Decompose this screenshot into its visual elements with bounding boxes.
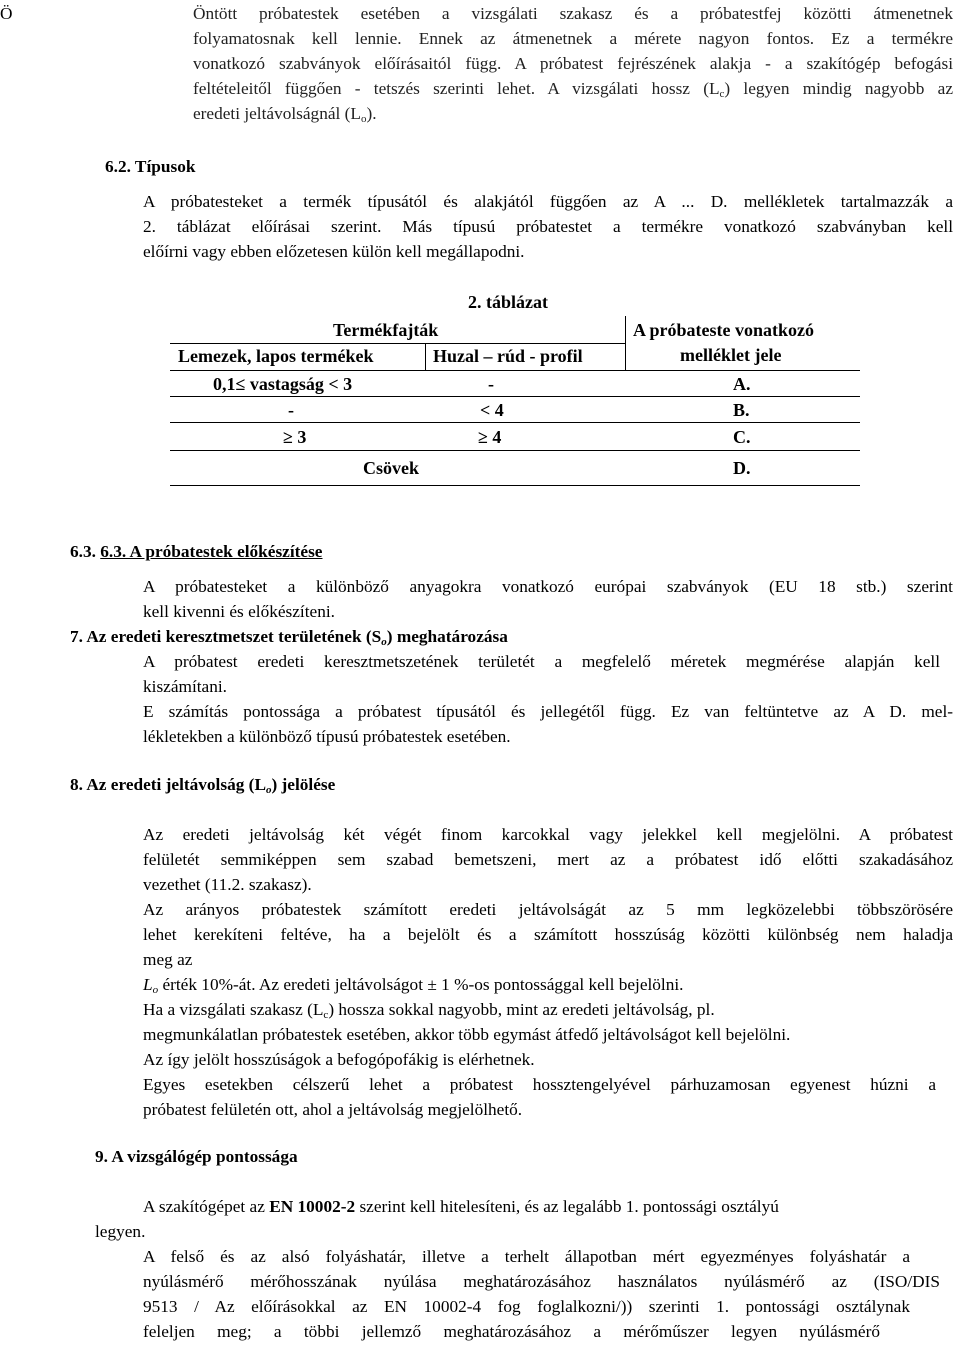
sec7-line-2: kiszámítani. bbox=[143, 677, 227, 696]
intro-line-4: feltételeitől függően - tetszés szerinti lehet. A vizsgálati hossz $(L_c)$ legyen mindig nagyobb az bbox=[193, 79, 954, 100]
table-row-4-merged: Csövek bbox=[363, 458, 420, 478]
table-header-col3-line1: A próbateste vonatkozó bbox=[633, 320, 814, 340]
intro-line-1: Öntött próbatestek esetében a vizsgálati szakasz és a próbatestfej közötti átmenetnek bbox=[193, 4, 953, 23]
sec8-line-12: próbatest felületén ott, ahol a jeltávolság megjelölhető. bbox=[143, 1100, 523, 1119]
table-rule bbox=[170, 343, 625, 344]
table-row-3-col3: C. bbox=[733, 427, 751, 447]
table-rule bbox=[170, 370, 860, 371]
table-row-2-col2: < 4 bbox=[480, 400, 504, 420]
table-header-col3-line2: melléklet jele bbox=[680, 345, 782, 365]
table-row-2-col1: - bbox=[288, 400, 294, 420]
table-header-col1: Lemezek, lapos termékek bbox=[178, 346, 374, 366]
sec63-line-1: A próbatesteket a különböző anyagokra vonatkozó európai szabványok (EU 18 stb.) szerint bbox=[143, 577, 953, 596]
section-7-heading: 7. Az eredeti keresztmetszet területének $(S_o)$ meghatározása bbox=[70, 627, 508, 648]
intro-line-5: eredeti jeltávolságnál $(L_o)$. bbox=[193, 104, 377, 125]
corner-mark: Ö bbox=[0, 4, 13, 23]
table-row-1-col1: 0,1≤ vastagság < 3 bbox=[213, 374, 353, 394]
table-rule bbox=[425, 343, 426, 370]
sec9-line-2: legyen. bbox=[95, 1222, 146, 1241]
intro-line-2: folyamatosnak kell lennie. Ennek az átmenetnek a mérete nagyon fontos. Ez a termékre bbox=[193, 29, 953, 48]
table-row-3-col1: ≥ 3 bbox=[283, 427, 307, 447]
sec9-line-1: A szakítógépet az EN 10002-2 szerint kell hitelesíteni, és az legalább 1. pontossági osztályú bbox=[143, 1197, 779, 1216]
table-rule bbox=[625, 316, 626, 370]
table-row-4-col3: D. bbox=[733, 458, 751, 478]
section-6-2-heading: 6.2. Típusok bbox=[105, 157, 196, 176]
sec8-line-2: felületét semmiképpen sem szabad bemetszeni, mert az a próbatest idő előtti szakadásához bbox=[143, 850, 953, 869]
table-rule bbox=[170, 422, 860, 423]
sec8-line-6: meg az bbox=[143, 950, 193, 969]
table-rule bbox=[170, 450, 860, 451]
sec8-line-4: Az arányos próbatestek számított eredeti jeltávolságát az 5 mm legközelebbi többszörösére bbox=[143, 900, 953, 919]
table-header-group: Termékfajták bbox=[333, 320, 439, 340]
table-row-1-col3: A. bbox=[733, 374, 751, 394]
sec8-line-11: Egyes esetekben célszerű lehet a próbatest hossztengelyével párhuzamosan egyenest húzni a bbox=[143, 1075, 936, 1094]
sec8-line-8: Ha a vizsgálati szakasz $(L_c)$ hossza sokkal nagyobb, mint az eredeti jeltávolság, pl. bbox=[143, 1000, 715, 1021]
sec8-line-5: lehet kerekíteni feltéve, ha a bejelölt és a számított hosszúság közötti különbség nem haladja bbox=[143, 925, 953, 944]
table-caption: 2. táblázat bbox=[468, 292, 548, 312]
intro-line-3: vonatkozó szabványok előírásaitól függ. A próbatest fejrészének alakja - a szakítógép befogási bbox=[193, 54, 953, 73]
sec63-line-2: kell kivenni és előkészíteni. bbox=[143, 602, 335, 621]
sec62-line-1: A próbatesteket a termék típusától és alakjától függően az A ... D. mellékletek tartalmazzák a bbox=[143, 192, 953, 211]
section-6-3-heading: 6.3. 6.3. A próbatestek előkészítése bbox=[70, 542, 323, 561]
table-row-1-col2: - bbox=[488, 374, 494, 394]
section-9-heading: 9. A vizsgálógép pontossága bbox=[95, 1147, 298, 1166]
sec7-line-1: A próbatest eredeti keresztmetszetének területét a megfelelő méretek megmérése alapján kell bbox=[143, 652, 940, 671]
sec8-line-7: $L_o$ érték 10%-át. Az eredeti jeltávolságot ± 1 %-os pontossággal kell bejelölni. bbox=[143, 975, 684, 996]
sec8-line-1: Az eredeti jeltávolság két végét finom karcokkal vagy jelekkel kell megjelölni. A próbatest bbox=[143, 825, 953, 844]
sec8-line-10: Az így jelölt hosszúságok a befogópofákig is elérhetnek. bbox=[143, 1050, 535, 1069]
sec9-line-6: feleljen meg; a többi jellemző meghatározásához a mérőműszer legyen nyúlásmérő bbox=[143, 1322, 880, 1341]
table-rule bbox=[170, 485, 860, 486]
sec9-line-5: 9513 / Az előírásokkal az EN 10002-4 fog foglalkozni/)) szerinti 1. pontossági osztálynak bbox=[143, 1297, 910, 1316]
section-8-heading: 8. Az eredeti jeltávolság $(L_o)$ jelölése bbox=[70, 775, 336, 796]
sec8-line-9: megmunkálatlan próbatestek esetében, akkor több egymást átfedő jeltávolságot kell bejelölni. bbox=[143, 1025, 791, 1044]
sec7-line-3: E számítás pontossága a próbatest típusától és jellegétől függ. Ez van feltüntetve az A D. mel- bbox=[143, 702, 953, 721]
sec8-line-3: vezethet (11.2. szakasz). bbox=[143, 875, 312, 894]
sec9-line-3: A felső és az alsó folyáshatár, illetve a terhelt állapotban mért egyezményes folyáshatár a bbox=[143, 1247, 910, 1266]
sec62-line-2: 2. táblázat előírásai szerint. Más típusú próbatestet a termékre vonatkozó szabványban kell bbox=[143, 217, 953, 236]
sec7-line-4: lékletekben a különböző típusú próbatestek esetében. bbox=[143, 727, 511, 746]
table-row-2-col3: B. bbox=[733, 400, 750, 420]
sec62-line-3: előírni vagy ebben előzetesen külön kell megállapodni. bbox=[143, 242, 525, 261]
sec9-line-4: nyúlásmérő mérőhosszának nyúlása meghatározásához használatos nyúlásmérő az (ISO/DIS bbox=[143, 1272, 940, 1291]
table-row-3-col2: ≥ 4 bbox=[478, 427, 502, 447]
table-header-col2: Huzal – rúd - profil bbox=[433, 346, 583, 366]
